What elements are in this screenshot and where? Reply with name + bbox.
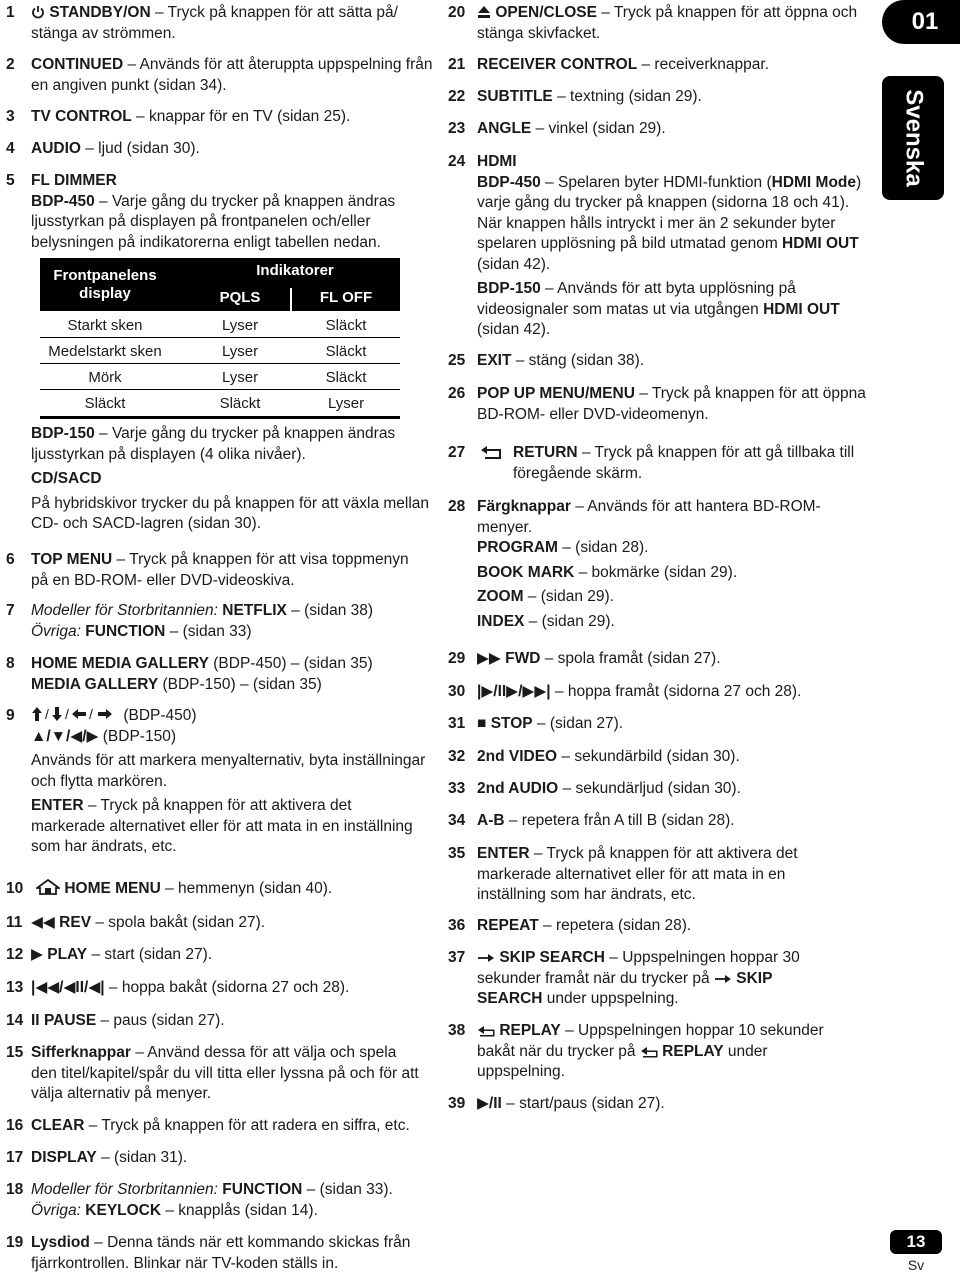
- item-25: 25 EXIT – stäng (sidan 38).: [448, 352, 645, 369]
- fast-forward-icon: ▶▶: [477, 650, 501, 667]
- item-13: 13 |◀◀/◀II/◀| – hoppa bakåt (sidorna 27 och 28).: [6, 979, 350, 996]
- table-row: Starkt sken Lyser Släckt: [40, 312, 400, 338]
- item-39: 39 ▶/II – start/paus (sidan 27).: [448, 1095, 665, 1112]
- item-5-bdp150: BDP-150 – Varje gång du trycker på knappen ändras ljusstyrkan på displayen (4 olika nivåer). CD/SACD På hybridskivor trycker du på knappen för att växla mellan CD- och SACD-lagren (sidan 30).: [31, 425, 430, 532]
- arrow-keys-icon: [31, 707, 123, 724]
- col-front-display: Frontpanelens display: [53, 267, 157, 302]
- item-14: 14 II PAUSE – paus (sidan 27).: [6, 1012, 225, 1029]
- item-30: 30 |▶/II▶/▶▶| – hoppa framåt (sidorna 27 och 28).: [448, 683, 802, 700]
- item-1: 1 STANDBY/ON – Tryck på knappen för att sätta på/ stänga av strömmen.: [6, 4, 398, 42]
- item-2: 2 CONTINUED – Används för att återuppta uppspelning från en angiven punkt (sidan 34).: [6, 56, 433, 94]
- item-16: 16 CLEAR – Tryck på knappen för att radera en siffra, etc.: [6, 1117, 410, 1134]
- item-38: 38 REPLAY – Uppspelningen hoppar 10 sekunder bakåt när du trycker på REPLAY under uppspelning.: [448, 1022, 824, 1080]
- item-17: 17 DISPLAY – (sidan 31).: [6, 1149, 188, 1166]
- item-35: 35 ENTER – Tryck på knappen för att aktivera det markerade alternativet eller för att mata in en inställning som har ändrats, etc.: [448, 845, 798, 903]
- item-6: 6 TOP MENU – Tryck på knappen för att visa toppmenyn på en BD-ROM- eller DVD-videoskiva.: [6, 551, 409, 589]
- item-1-name: STANDBY/ON: [49, 4, 151, 21]
- item-12: 12 ▶ PLAY – start (sidan 27).: [6, 946, 213, 963]
- item-7: 7 Modeller för Storbritannien: NETFLIX – (sidan 38) Övriga: FUNCTION – (sidan 33): [6, 602, 374, 640]
- item-28: 28 Färgknappar – Används för att hantera BD-ROM-menyer. PROGRAM – (sidan 28). BOOK MARK – bokmärke (sidan 29). ZOOM – (sidan 29). INDEX – (sidan 29).: [448, 498, 821, 630]
- item-22: 22 SUBTITLE – textning (sidan 29).: [448, 88, 702, 105]
- item-10: 10 HOME MENU – hemmenyn (sidan 40).: [6, 880, 333, 897]
- pause-icon: II: [31, 1012, 40, 1029]
- svg-text:/: /: [45, 706, 49, 722]
- col-pqls: PQLS: [219, 289, 261, 306]
- play-icon: ▶: [31, 946, 43, 963]
- item-32: 32 2nd VIDEO – sekundärbild (sidan 30).: [448, 748, 740, 765]
- table-row: Släckt Släckt Lyser: [40, 390, 400, 419]
- play-pause-icon: ▶/II: [477, 1095, 502, 1112]
- table-row: Mörk Lyser Släckt: [40, 364, 400, 390]
- item-26: 26 POP UP MENU/MENU – Tryck på knappen för att öppna BD-ROM- eller DVD-videomenyn.: [448, 385, 866, 423]
- item-20: 20 OPEN/CLOSE – Tryck på knappen för att öppna och stänga skivfacket.: [448, 4, 858, 42]
- item-9: 9 / / / (BDP-450) ▲/▼/◀/▶ (BDP-150) Används för att markera menyalternativ, byta inställningar och flytta markören. ENTER – Tryck på knappen för att aktivera det markerade alternativet eller för att mata in en inställning som har ändrats, etc.: [6, 706, 426, 855]
- replay-icon: [640, 1046, 658, 1058]
- item-5: 5 FL DIMMER BDP-450 – Varje gång du trycker på knappen ändras ljusstyrkan på displayen på frontpanelen och/eller belysningen på indikatorerna enligt tabellen nedan.: [6, 172, 396, 251]
- svg-text:/: /: [89, 706, 93, 722]
- page-number: 13: [890, 1230, 942, 1254]
- chapter-tab: 01: [882, 0, 960, 44]
- item-34: 34 A-B – repetera från A till B (sidan 28).: [448, 812, 735, 829]
- item-15: 15 Sifferknappar – Använd dessa för att välja och spela den titel/kapitel/spår du vill titta eller lyssna på och för att välja alternativ på menyer.: [6, 1044, 419, 1102]
- language-tab: [882, 76, 944, 200]
- return-icon: [479, 444, 505, 460]
- skip-search-icon: [714, 973, 732, 985]
- item-33: 33 2nd AUDIO – sekundärljud (sidan 30).: [448, 780, 741, 797]
- page-language: Sv: [907, 1257, 925, 1273]
- item-27: 27 RETURN – Tryck på knappen för att gå tillbaka till föregående skärm.: [448, 444, 855, 482]
- item-31: 31 ■ STOP – (sidan 27).: [448, 715, 624, 732]
- eject-icon: [477, 5, 491, 19]
- skip-search-icon: [477, 952, 495, 964]
- language-label: Svenska: [900, 89, 928, 187]
- col-indicators: Indikatorer: [256, 262, 334, 279]
- item-29: 29 ▶▶ FWD – spola framåt (sidan 27).: [448, 650, 721, 667]
- item-18: 18 Modeller för Storbritannien: FUNCTION – (sidan 33). Övriga: KEYLOCK – knapplås (sidan 14).: [6, 1181, 393, 1219]
- stop-icon: ■: [477, 715, 487, 732]
- item-4: 4 AUDIO – ljud (sidan 30).: [6, 140, 200, 157]
- item-24: 24 HDMI BDP-450 – Spelaren byter HDMI-funktion (HDMI Mode) varje gång du trycker på knappen (sidorna 18 och 41). När knappen hålls intryckt i mer än 2 sekunder byter spelaren upplösning på bild utmatad genom HDMI OUT (sidan 42). BDP-150 – Används för att byta upplösning på videosignaler som matas ut via utgången HDMI OUT (sidan 42).: [448, 153, 862, 338]
- rewind-icon: ◀◀: [31, 914, 55, 931]
- home-icon: [36, 879, 60, 895]
- item-23: 23 ANGLE – vinkel (sidan 29).: [448, 120, 666, 137]
- item-3: 3 TV CONTROL – knappar för en TV (sidan 25).: [6, 108, 351, 125]
- skip-back-icon: |◀◀/◀II/◀|: [31, 979, 105, 996]
- skip-forward-icon: |▶/II▶/▶▶|: [477, 683, 551, 700]
- dimmer-table: [40, 258, 400, 419]
- item-36: 36 REPEAT – repetera (sidan 28).: [448, 917, 692, 934]
- item-37: 37 SKIP SEARCH – Uppspelningen hoppar 30 sekunder framåt när du trycker på SKIP SEARCH under uppspelning.: [448, 949, 800, 1007]
- item-8: 8 HOME MEDIA GALLERY (BDP-450) – (sidan 35) MEDIA GALLERY (BDP-150) – (sidan 35): [6, 655, 373, 693]
- power-icon: [31, 5, 45, 19]
- item-11: 11 ◀◀ REV – spola bakåt (sidan 27).: [6, 914, 266, 931]
- table-row: Medelstarkt sken Lyser Släckt: [40, 338, 400, 364]
- col-fl-off: FL OFF: [319, 289, 373, 306]
- replay-icon: [477, 1025, 495, 1037]
- item-1-desc: – Tryck på knappen för att sätta på/ stänga av strömmen.: [31, 4, 398, 42]
- item-21: 21 RECEIVER CONTROL – receiverknappar.: [448, 56, 770, 73]
- svg-text:/: /: [65, 706, 69, 722]
- item-19: 19 Lysdiod – Denna tänds när ett kommando skickas från fjärrkontrollen. Blinkar när TV-koden ställs in.: [6, 1234, 411, 1272]
